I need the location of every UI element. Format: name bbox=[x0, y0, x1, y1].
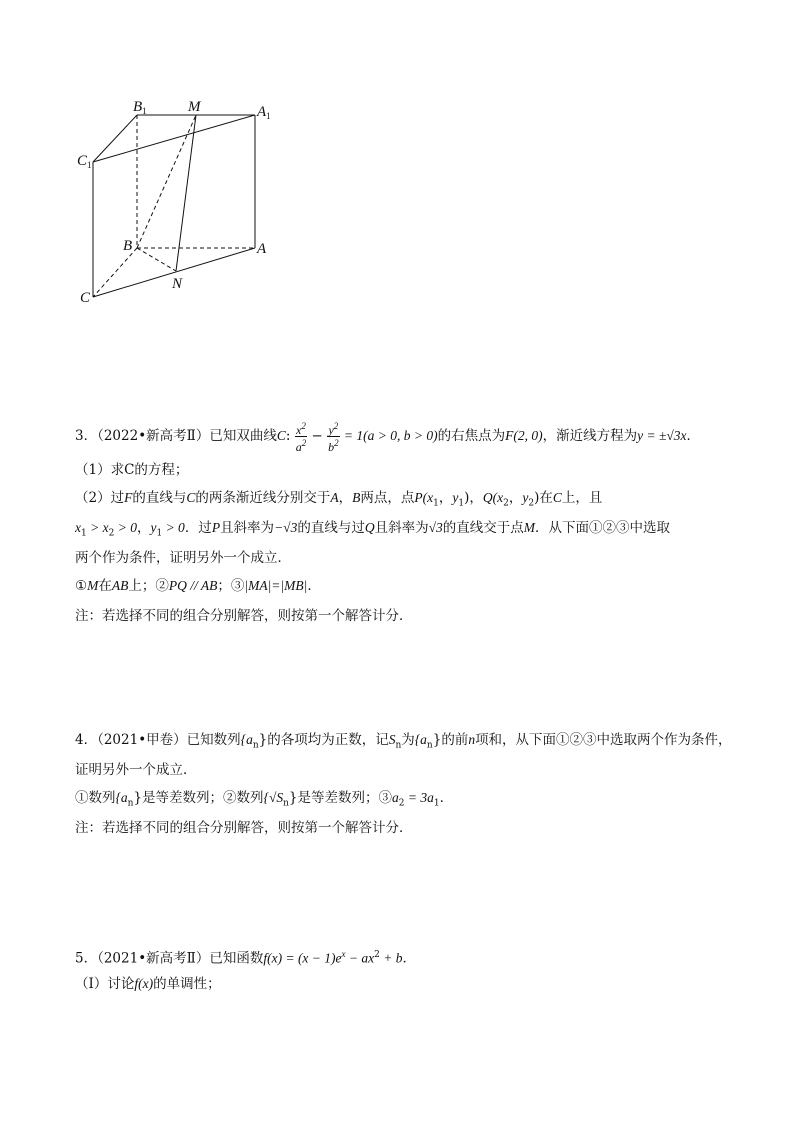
q4-number: 4． bbox=[75, 732, 98, 748]
q5-number: 5． bbox=[75, 950, 98, 967]
prism-diagram bbox=[60, 90, 300, 320]
q3-line1: 3．（2022•新高考Ⅱ）已知双曲线C: $\frac{x^2}{a^2}$ − $\frac{y^2}{b^2}$ = 1(a > 0, b > 0)的右焦点为F(2, 0)，渐近线方程为y = ±√3x． bbox=[75, 421, 701, 454]
q4-line2: 证明另外一个成立． bbox=[75, 762, 197, 778]
edge-BN bbox=[137, 248, 176, 271]
q3-part2-line1: （2）过F的直线与C的两条渐近线分别交于A，B两点，点$P(x_1$，$y_1$)，$Q(x_2$，$y_2$)在C上，且 bbox=[75, 490, 603, 509]
label-B: B bbox=[123, 238, 133, 254]
label-C: C bbox=[80, 290, 91, 306]
edge-BC bbox=[93, 248, 137, 297]
fraction-x2-a2: $\frac{x^2}{a^2}$ bbox=[295, 421, 307, 454]
q4-note: 注：若选择不同的组合分别解答，则按第一个解答计分． bbox=[75, 820, 413, 836]
label-B1: $B_1$ bbox=[133, 99, 147, 116]
label-A1: $A_1$ bbox=[257, 104, 271, 121]
q3-part2-line2: $x_1 > x_2 > 0$，$y_1 > 0$．过P且斜率为−√3的直线与过Q且斜率为√3的直线交于点M．从下面①②③中选取 bbox=[75, 520, 671, 539]
q5-part1: （Ⅰ）讨论f(x)的单调性； bbox=[75, 976, 221, 992]
fraction-y2-b2: $\frac{y^2}{b^2}$ bbox=[328, 421, 339, 454]
q3-conditions: ①M在AB上；②PQ // AB；③|MA|=|MB|． bbox=[75, 578, 321, 594]
label-A: A bbox=[257, 241, 267, 257]
q4-line1: 4．（2021•甲卷）已知数列$\{a_n\}$的各项均为正数，记$S_n$为$\{a_n\}$的前n项和，从下面①②③中选取两个作为条件， bbox=[75, 732, 732, 751]
label-C1: $C_1$ bbox=[77, 153, 92, 170]
q3-part2-line3: 两个作为条件，证明另外一个成立． bbox=[75, 550, 291, 566]
edge-C1A1 bbox=[93, 115, 255, 162]
label-M: M bbox=[188, 99, 201, 115]
label-N: N bbox=[172, 276, 183, 292]
q3-part1: （1）求C的方程； bbox=[75, 462, 189, 478]
q4-conditions: ①数列$\{a_n\}$是等差数列；②数列$\{√S_n\}$是等差数列；$③a_2 = 3a_1$． bbox=[75, 790, 454, 809]
q3-source: （2022•新高考Ⅱ） bbox=[97, 428, 210, 444]
q5-source: （2021•新高考Ⅱ） bbox=[97, 950, 210, 967]
prism-figure bbox=[60, 90, 300, 320]
q4-source: （2021•甲卷） bbox=[97, 732, 187, 748]
q3-note: 注：若选择不同的组合分别解答，则按第一个解答计分． bbox=[75, 608, 413, 624]
q3-number: 3． bbox=[75, 428, 98, 444]
edge-B1C1 bbox=[93, 115, 137, 162]
q5-line1: 5．（2021•新高考Ⅱ）已知函数$f(x) = (x - 1)e^x - ax^2 + b$． bbox=[75, 949, 416, 967]
